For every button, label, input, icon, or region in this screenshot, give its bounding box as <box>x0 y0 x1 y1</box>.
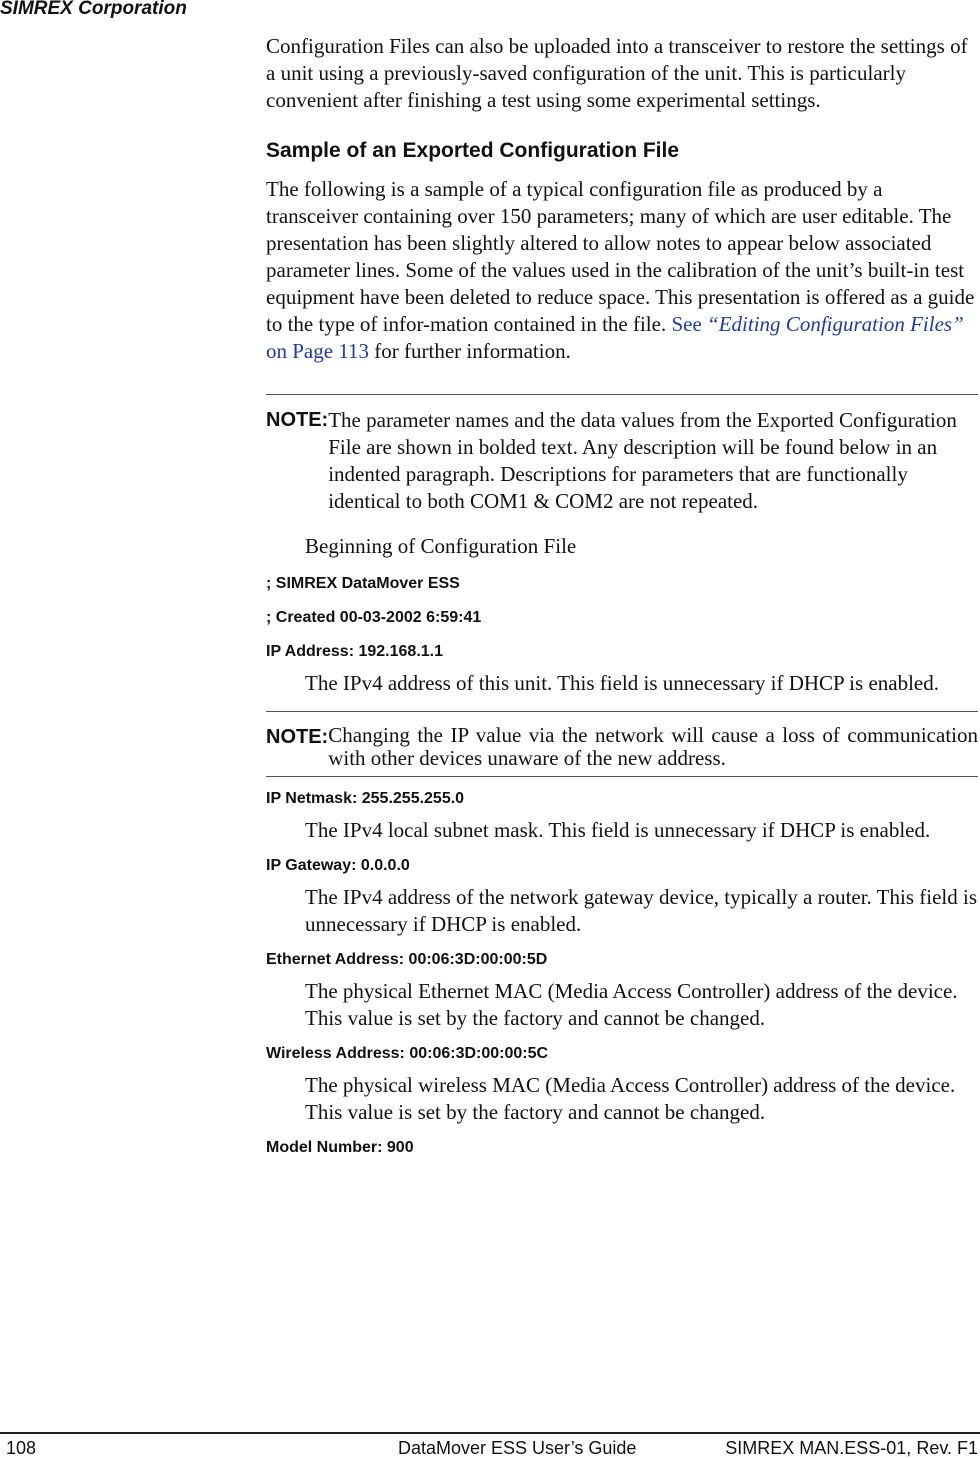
param-model-number: Model Number: 900 <box>266 1139 414 1156</box>
intro-paragraph: Configuration Files can also be uploaded into a transceiver to restore the settings of a unit using a previously-saved configuration of the unit. This is particularly convenient after finishing a test using some experimental settings. <box>266 34 968 112</box>
link-see: See <box>671 312 702 336</box>
sample-text: The following is a sample of a typical configuration file as produced by a transceiver containing over 150 parameters; many of which are user editable. The presentation has been slightly altered to allow notes to appear below associated parameter lines. Some of the values used in the calibration of the unit’s built-in test equipment have been deleted to reduce space. This presentation is offered as a guide to the type of infor-mation contained in the file. <box>266 177 975 336</box>
page-content <box>266 33 978 1158</box>
note2 <box>266 724 978 770</box>
desc-wireless-address: The physical wireless MAC (Media Access Controller) address of the device. This value is set by the factory and cannot be changed. <box>305 1073 956 1124</box>
note1-text: The parameter names and the data values from the Exported Configuration File are shown in bolded text. Any description will be found below in an indented paragraph. Descriptions for parameters that are functionally identical to both COM1 & COM2 are not repeated. <box>328 408 957 513</box>
param-ethernet-address: Ethernet Address: 00:06:3D:00:00:5D <box>266 951 548 968</box>
section-heading: Sample of an Exported Configuration File <box>266 139 680 162</box>
link-title: “Editing Configuration Files” <box>707 312 964 336</box>
note2-top-rule <box>266 711 978 712</box>
comment-line-2: ; Created 00-03-2002 6:59:41 <box>266 609 482 626</box>
note1-label: NOTE: <box>266 409 329 431</box>
header-company: SIMREX Corporation <box>0 0 187 19</box>
param-ip-netmask: IP Netmask: 255.255.255.0 <box>266 790 465 807</box>
note2-bottom-rule <box>266 776 978 777</box>
desc-ip-gateway: The IPv4 address of the network gateway device, typically a router. This field is unnecessary if DHCP is enabled. <box>305 885 977 936</box>
footer-doc-id: SIMREX MAN.ESS-01, Rev. F1 <box>725 1438 978 1458</box>
desc-ip-address: The IPv4 address of this unit. This field is unnecessary if DHCP is enabled. <box>305 671 939 695</box>
footer-page-number: 108 <box>6 1438 37 1458</box>
param-ip-address: IP Address: 192.168.1.1 <box>266 643 443 660</box>
param-ip-gateway: IP Gateway: 0.0.0.0 <box>266 857 410 874</box>
desc-ethernet-address: The physical Ethernet MAC (Media Access Controller) address of the device. This value is set by the factory and cannot be changed. <box>305 979 958 1030</box>
comment-line-1: ; SIMREX DataMover ESS <box>266 575 460 592</box>
desc-ip-netmask: The IPv4 local subnet mask. This field is unnecessary if DHCP is enabled. <box>305 818 931 842</box>
footer-title: DataMover ESS User’s Guide <box>398 1438 637 1458</box>
sample-text-after: for further information. <box>374 339 571 363</box>
link-page: on Page 113 <box>266 339 370 363</box>
sample-paragraph <box>266 176 978 365</box>
note2-text: Changing the IP value via the network will cause a loss of communication with other devices unaware of the new address. <box>328 723 978 770</box>
note2-label: NOTE: <box>266 726 329 748</box>
note1 <box>266 407 978 515</box>
beginning-line: Beginning of Configuration File <box>305 534 577 558</box>
param-wireless-address: Wireless Address: 00:06:3D:00:00:5C <box>266 1045 549 1062</box>
note1-top-rule <box>266 394 978 395</box>
footer-rule <box>0 1432 980 1434</box>
